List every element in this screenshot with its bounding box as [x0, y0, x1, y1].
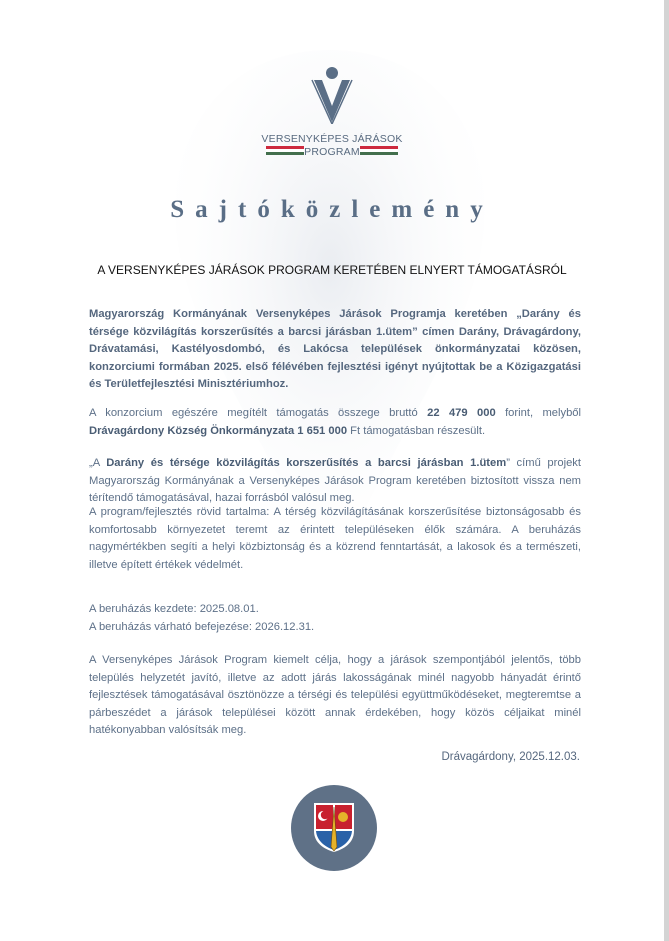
paragraph-project: „A Darány és térsége közvilágítás korszerűsítés a barcsi járásban 1.ütem” című projekt Magyarország Kormányának a Versenyképes Járások Program keretében biztosított vissza nem térítendő támogatásával, hazai forrásból valósul meg. — [89, 457, 582, 505]
logo-text-line2: PROGRAM — [304, 146, 360, 158]
paragraph-funding: A konzorcium egészére megítélt támogatás összege bruttó 22 479 000 forint, melyből Drávagárdony Község Önkormányzata 1 651 000 Ft támogatásban részesült. — [89, 407, 581, 437]
flag-stripe-right — [360, 146, 398, 155]
map-pin-v-icon — [311, 66, 353, 124]
end-date: A beruházás várható befejezése: 2026.12.31. — [89, 620, 315, 633]
document-title: Sajtóközlemény — [170, 196, 494, 223]
place-date-signature: Drávagárdony, 2025.12.03. — [441, 751, 580, 763]
document-subtitle: A VERSENYKÉPES JÁRÁSOK PROGRAM KERETÉBEN ELNYERT TÁMOGATÁSRÓL — [97, 263, 567, 277]
paragraph-goal: A Versenyképes Járások Program kiemelt célja, hogy a járások szempontjából jelentős, több település helyzetét javító, illetve az adott járás lakosságának minél nagyobb hányadát érintő fejlesztések támogatásával ösztönözze a térségi és települési együttműködéseket, megteremtse a párbeszédet a járások települései között annak érdekében, hogy közös céljaikat minél hatékonyabban valósítsák meg. — [89, 654, 581, 737]
program-logo — [258, 66, 406, 166]
logo-text-line1: VERSENYKÉPES JÁRÁSOK — [261, 133, 403, 145]
project-dates — [89, 601, 581, 636]
start-date: A beruházás kezdete: 2025.08.01. — [89, 603, 259, 615]
page-edge — [664, 0, 669, 941]
paragraph-intro: Magyarország Kormányának Versenyképes Járások Programja keretében „Darány és térsége közvilágítás korszerűsítés a barcsi járásban 1.ütem” címen Darány, Drávagárdony, Drávatamási, Kastélyosdombó, és Lakócsa települések önkormányzatai közösen, konzorciumi formában 2025. első félévében fejlesztési igényt nyújtottak be a Közigazgatási és Területfejlesztési Minisztériumhoz. — [89, 308, 581, 391]
coat-of-arms-icon — [312, 801, 356, 853]
crest-badge — [291, 785, 377, 871]
paragraph-content: A program/fejlesztés rövid tartalma: A térség közvilágításának korszerűsítése biztonságosabb és komfortosabb környezetet teremt az érintett településeken élők számára. A beruházás nagymértékben segíti a helyi közbiztonság és a közrend fenntartását, a lakosok és a természeti, illetve épített értékek védelmét. — [89, 506, 581, 571]
